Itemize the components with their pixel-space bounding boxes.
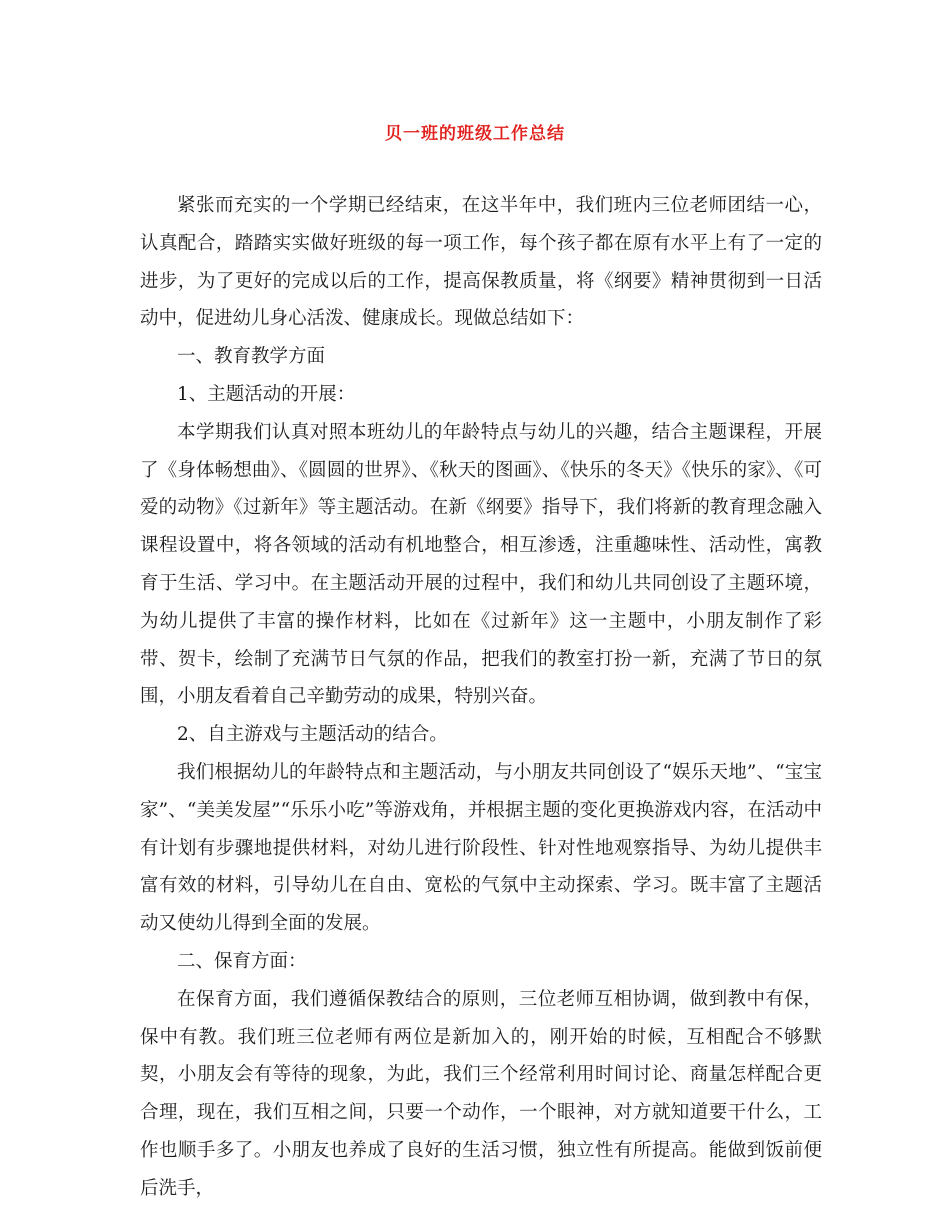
section-heading-care: 二、保育方面：: [177, 950, 307, 972]
paragraph-games: 我们根据幼儿的年龄特点和主题活动，与小朋友共同创设了“娱乐天地”、“宝宝家”、“美美发屋”“乐乐小吃”等游戏角，并根据主题的变化更换游戏内容，在活动中有计划有步骤地提供材料，对幼儿进行阶段性、针对性地观察指导、为幼儿提供丰富有效的材料，引导幼儿在自由、宽松的气氛中主动探索、学习。既丰富了主题活动又使幼儿得到全面的发展。: [140, 761, 822, 935]
subheading-games: 2、自主游戏与主题活动的结合。: [177, 724, 448, 746]
paragraph-intro: 紧张而充实的一个学期已经结束，在这半年中，我们班内三位老师团结一心，认真配合，踏踏实实做好班级的每一项工作，每个孩子都在原有水平上有了一定的进步，为了更好的完成以后的工作，提高保教质量，将《纲要》精神贯彻到一日活动中，促进幼儿身心活泼、健康成长。现做总结如下：: [140, 195, 822, 330]
document-body: [140, 187, 822, 1208]
document-title: 贝一班的班级工作总结: [385, 124, 565, 144]
subheading-theme-activities: 1、主题活动的开展：: [177, 383, 356, 405]
paragraph-theme-activities: 本学期我们认真对照本班幼儿的年龄特点与幼儿的兴趣，结合主题课程，开展了《身体畅想曲》、《圆圆的世界》、《秋天的图画》、《快乐的冬天》《快乐的家》、《可爱的动物》《过新年》等主题活动。在新《纲要》指导下，我们将新的教育理念融入课程设置中，将各领域的活动有机地整合，相互渗透，注重趣味性、活动性，寓教育于生活、学习中。在主题活动开展的过程中，我们和幼儿共同创设了主题环境，为幼儿提供了丰富的操作材料，比如在《过新年》这一主题中，小朋友制作了彩带、贺卡，绘制了充满节日气氛的作品，把我们的教室打扮一新，充满了节日的氛围，小朋友看着自己辛勤劳动的成果，特别兴奋。: [140, 421, 822, 708]
section-heading-education: 一、教育教学方面: [177, 346, 326, 368]
paragraph-care: 在保育方面，我们遵循保教结合的原则，三位老师互相协调，做到教中有保，保中有教。我们班三位老师有两位是新加入的，刚开始的时候，互相配合不够默契，小朋友会有等待的现象，为此，我们三个经常利用时间讨论、商量怎样配合更合理，现在，我们互相之间，只要一个动作，一个眼神，对方就知道要干什么，工作也顺手多了。小朋友也养成了良好的生活习惯，独立性有所提高。能做到饭前便后洗手，: [140, 988, 822, 1199]
